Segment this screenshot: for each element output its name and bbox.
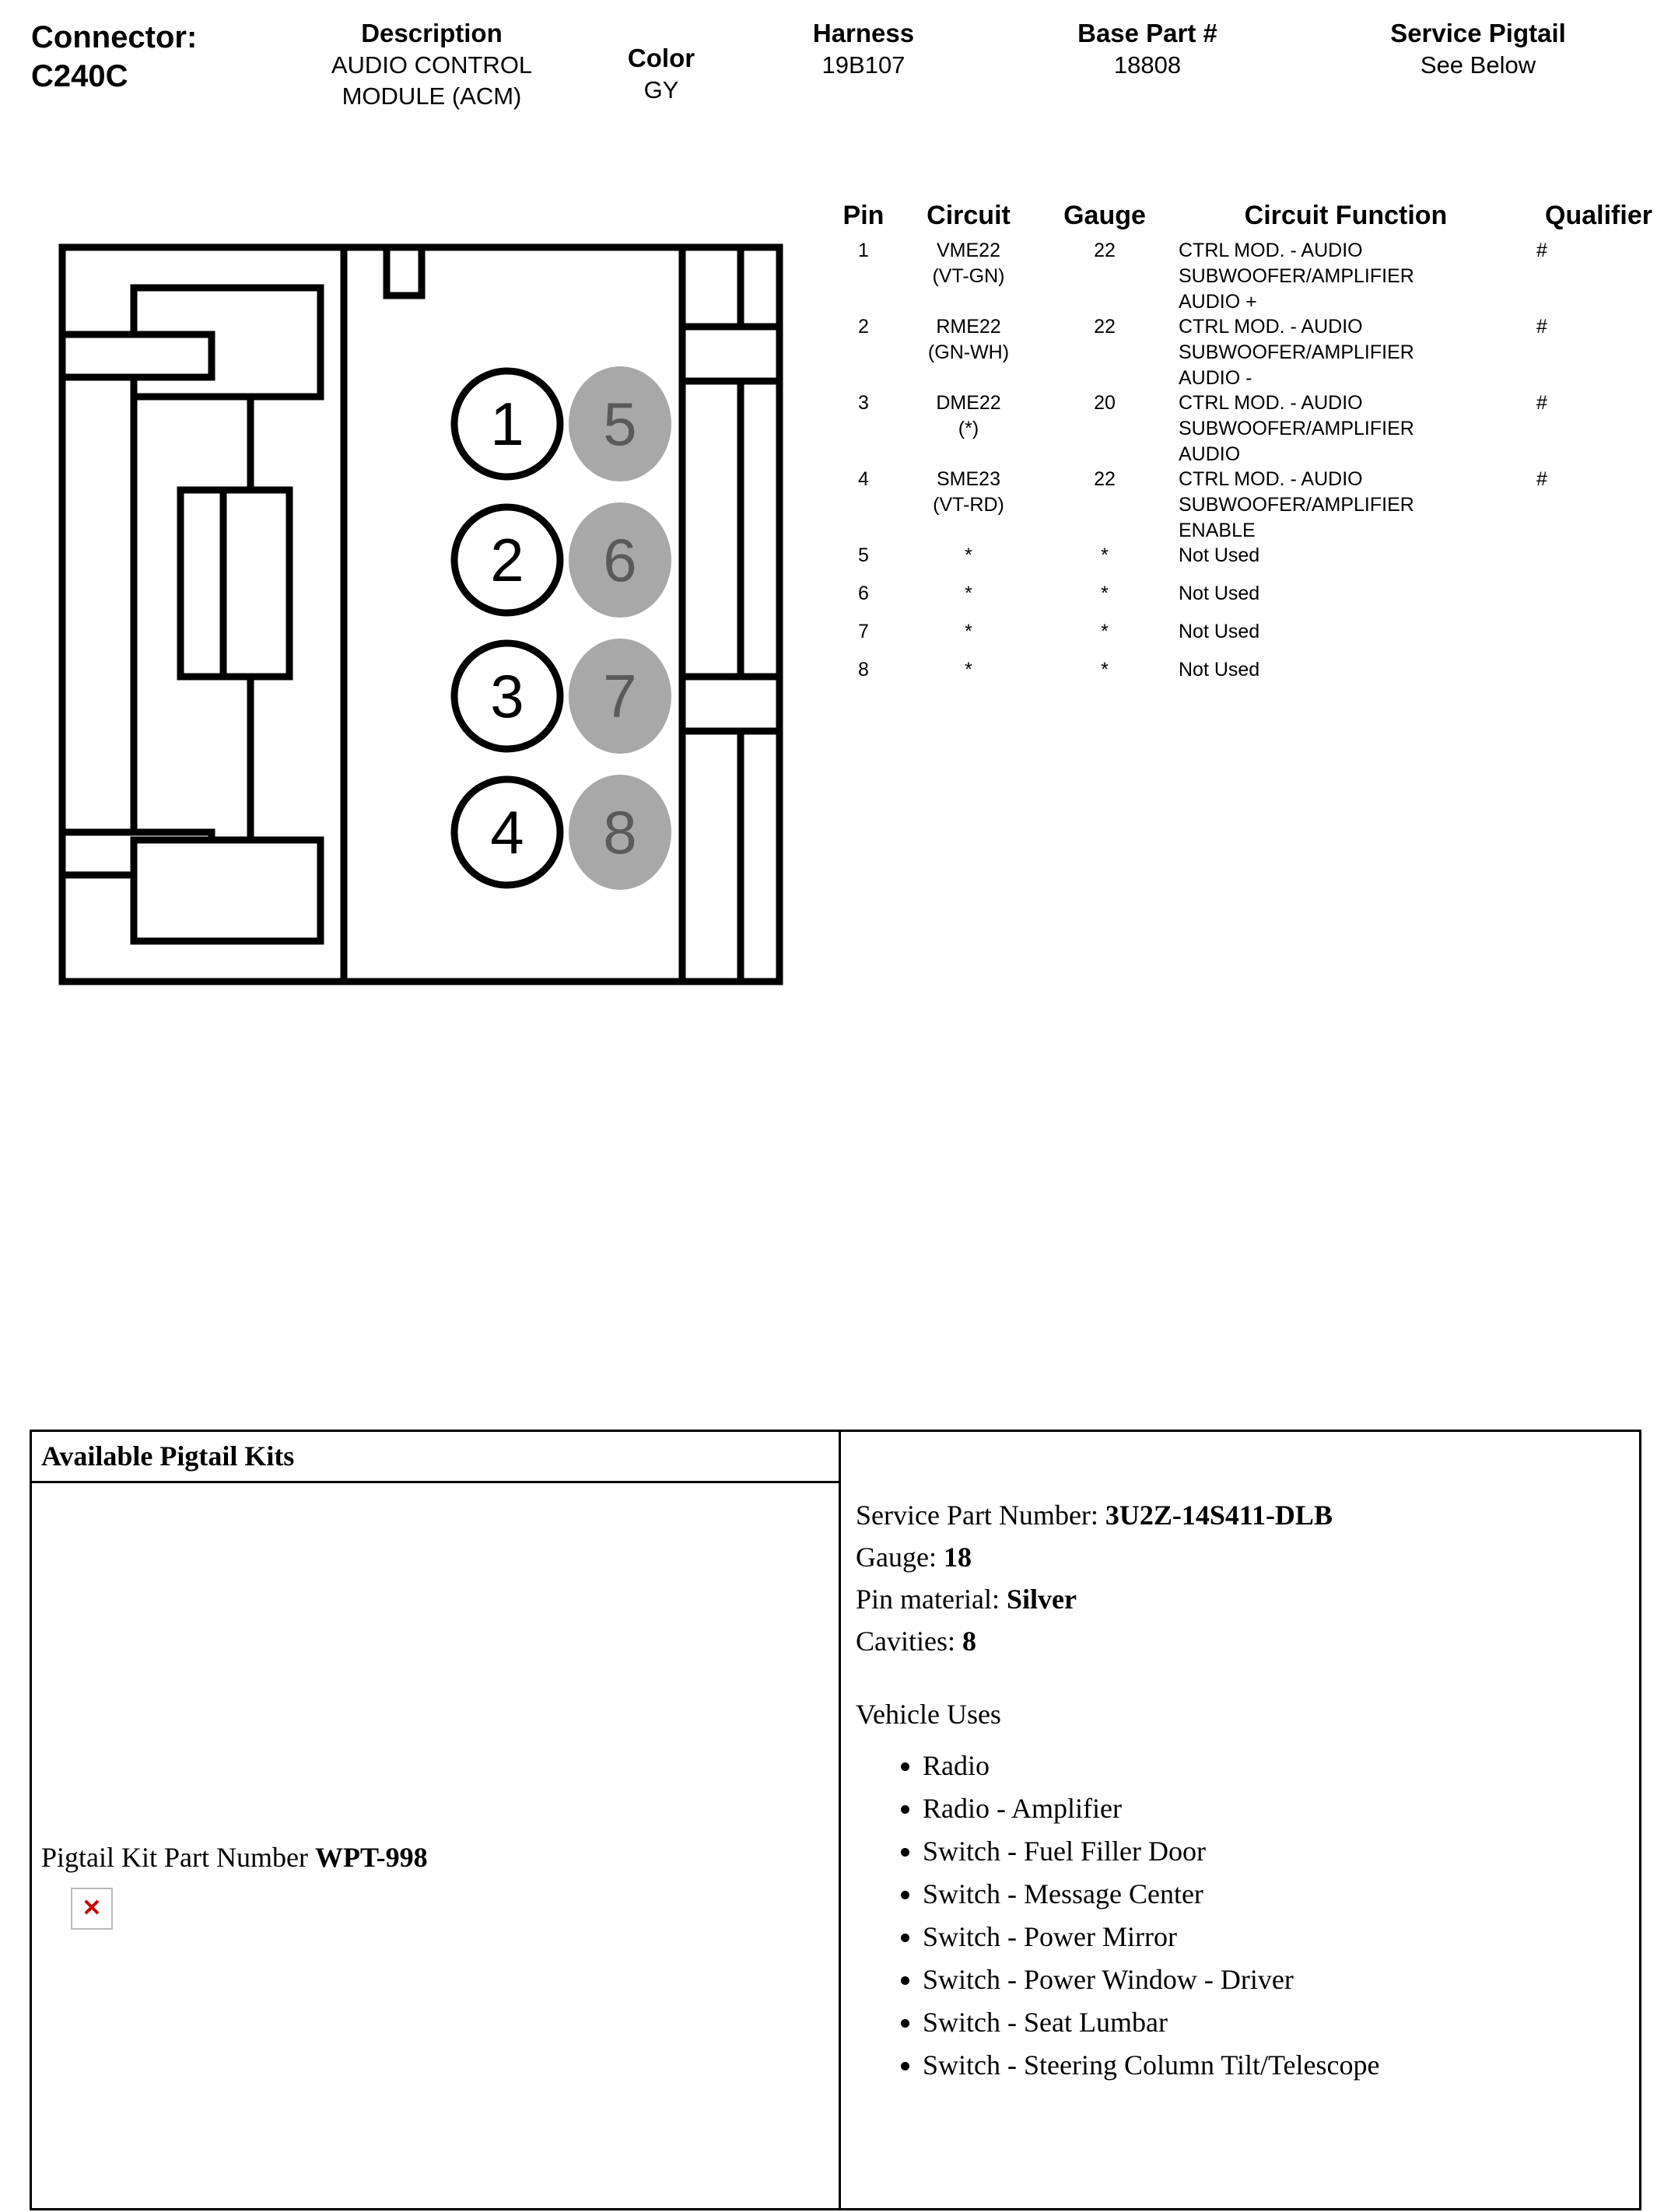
service-part-value: 3U2Z-14S411-DLB (1105, 1500, 1333, 1531)
pin-qualifier: # (1536, 392, 1547, 414)
pin-table-header (836, 201, 1653, 238)
header-column-harness (755, 17, 972, 81)
header-value-harness: 19B107 (821, 51, 906, 79)
table-row (836, 467, 1653, 541)
pin-gauge: 22 (1094, 468, 1116, 490)
pin-material-line (856, 1578, 1639, 1620)
pin-table (836, 201, 1653, 695)
svg-text:1: 1 (490, 390, 524, 458)
vehicle-uses-title: Vehicle Uses (856, 1699, 1001, 1730)
connector-header (31, 11, 1641, 143)
pin-number: 3 (858, 392, 869, 414)
service-part-label: Service Part Number: (856, 1500, 1098, 1531)
header-value-service-pigtail: See Below (1420, 51, 1536, 79)
pin-function: Not Used (1179, 621, 1260, 642)
header-column-service-pigtail (1338, 17, 1618, 81)
pin-number: 4 (858, 468, 869, 490)
pin-gauge: * (1101, 544, 1109, 566)
pin-table-header-function: Circuit Function (1244, 201, 1448, 230)
pin-gauge: * (1101, 583, 1109, 604)
pigtail-kit-number: WPT-998 (314, 1842, 428, 1873)
list-item: • Switch - Power Mirror (923, 1916, 1639, 1958)
cavities-value: 8 (962, 1626, 976, 1657)
pin-function: Not Used (1179, 544, 1260, 566)
pigtail-left-cell (32, 1483, 841, 2208)
list-item: • Radio - Amplifier (923, 1787, 1639, 1830)
list-item: • Switch - Power Window - Driver (923, 1958, 1639, 2001)
svg-text:3: 3 (490, 662, 524, 730)
pin-function: CTRL MOD. - AUDIO SUBWOOFER/AMPLIFIER AUDIO + (1179, 240, 1414, 313)
pin-function: Not Used (1179, 659, 1260, 681)
pin-gauge: * (1101, 659, 1109, 681)
pin-circuit: * (965, 621, 972, 642)
table-row (836, 238, 1653, 313)
header-column-base-part (1035, 17, 1260, 81)
table-row (836, 619, 1653, 656)
svg-text:7: 7 (603, 662, 637, 730)
pin-circuit: RME22 (GN-WH) (927, 316, 1010, 363)
pin-material-value: Silver (1006, 1584, 1077, 1615)
header-label-base-part: Base Part # (1077, 19, 1217, 47)
header-value-description: AUDIO CONTROL MODULE (ACM) (331, 51, 533, 110)
gauge-line (856, 1536, 1639, 1578)
svg-text:5: 5 (603, 390, 637, 458)
pin-table-header-pin: Pin (843, 201, 885, 230)
pin-gauge: 22 (1094, 240, 1116, 261)
pin-function: CTRL MOD. - AUDIO SUBWOOFER/AMPLIFIER ENABLE (1179, 468, 1414, 541)
pin-number: 6 (858, 583, 869, 604)
pigtail-details (843, 1483, 1639, 2208)
header-label-harness: Harness (812, 19, 915, 47)
pin-material-label: Pin material: (856, 1584, 1000, 1615)
pin-number: 2 (858, 316, 869, 338)
table-row (836, 543, 1653, 579)
pin-gauge: * (1101, 621, 1109, 642)
gauge-value: 18 (943, 1542, 972, 1573)
list-item: • Switch - Seat Lumbar (923, 2001, 1639, 2044)
pin-circuit: * (965, 544, 972, 566)
pin-function: CTRL MOD. - AUDIO SUBWOOFER/AMPLIFIER AUDIO - (1179, 316, 1414, 389)
table-row (836, 581, 1653, 618)
svg-text:8: 8 (603, 798, 637, 866)
list-item: • Switch - Message Center (923, 1873, 1639, 1916)
service-part-line (856, 1494, 1639, 1536)
pin-table-header-circuit: Circuit (927, 201, 1011, 230)
pin-circuit: SME23 (VT-RD) (933, 468, 1004, 516)
header-value-color: GY (643, 76, 679, 103)
pin-table-header-qualifier: Qualifier (1545, 201, 1652, 230)
pin-circuit: * (965, 583, 972, 604)
cavities-line (856, 1620, 1639, 1662)
header-column-color (591, 42, 731, 106)
vehicle-uses-list (856, 1745, 1639, 2087)
table-row (836, 657, 1653, 694)
svg-text:6: 6 (603, 526, 637, 594)
pin-circuit: VME22 (VT-GN) (932, 240, 1005, 287)
pin-table-header-gauge: Gauge (1063, 201, 1146, 230)
header-label-description: Description (361, 19, 503, 47)
header-column-description (296, 17, 568, 112)
pin-number: 8 (858, 659, 869, 681)
broken-image-x: ✕ (82, 1895, 102, 1921)
pin-circuit: * (965, 659, 972, 681)
pin-function: CTRL MOD. - AUDIO SUBWOOFER/AMPLIFIER AUDIO (1179, 392, 1414, 465)
connector-diagram (56, 241, 787, 988)
table-row (836, 390, 1653, 465)
pin-function: Not Used (1179, 583, 1260, 604)
pigtail-kit-line (41, 1841, 428, 1874)
pin-number: 1 (858, 240, 869, 261)
pin-gauge: 20 (1094, 392, 1116, 414)
gauge-label: Gauge: (856, 1542, 937, 1573)
pigtail-title: Available Pigtail Kits (41, 1440, 295, 1472)
broken-image-icon (71, 1888, 113, 1930)
list-item: • Radio (923, 1745, 1639, 1787)
svg-text:2: 2 (490, 526, 524, 594)
pin-qualifier: # (1536, 316, 1547, 338)
pin-circuit: DME22 (*) (936, 392, 1001, 439)
header-value-base-part: 18808 (1113, 51, 1182, 79)
connector-id: C240C (31, 59, 128, 93)
pigtail-kit-label: Pigtail Kit Part Number (41, 1842, 308, 1873)
pigtail-title-cell (32, 1432, 841, 1483)
pin-number: 7 (858, 621, 869, 642)
header-label-color: Color (627, 44, 695, 72)
table-row (836, 314, 1653, 389)
list-item: • Switch - Steering Column Tilt/Telescope (923, 2044, 1639, 2087)
list-item: • Switch - Fuel Filler Door (923, 1830, 1639, 1873)
header-label-service-pigtail: Service Pigtail (1390, 19, 1566, 47)
pin-gauge: 22 (1094, 316, 1116, 338)
pin-number: 5 (858, 544, 869, 566)
pin-qualifier: # (1536, 240, 1547, 261)
available-pigtail-kits-panel (30, 1430, 1641, 2210)
connector-label: Connector: (31, 20, 198, 54)
svg-text:4: 4 (490, 798, 524, 866)
pin-qualifier: # (1536, 468, 1547, 490)
cavities-label: Cavities: (856, 1626, 955, 1657)
